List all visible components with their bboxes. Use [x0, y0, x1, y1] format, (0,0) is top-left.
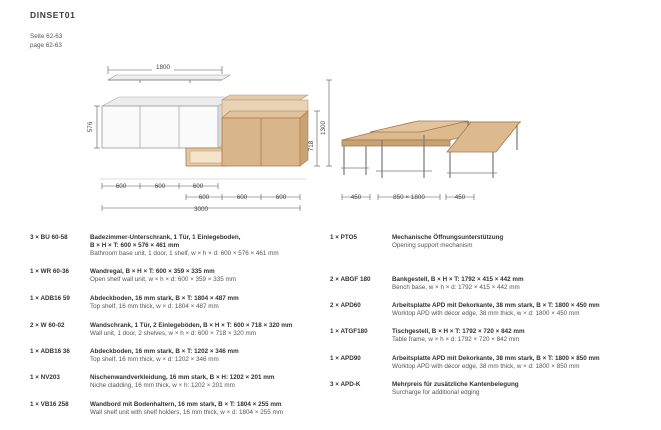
dim-table-span: 850 × 1800 [393, 194, 425, 201]
dim-bottom-1b: 600 [154, 183, 166, 190]
dim-bottom-2c: 600 [275, 194, 287, 201]
dim-height-table: 1300 [320, 120, 327, 136]
dim-bench-left: 450 [350, 194, 362, 201]
dim-bottom-2b: 600 [236, 194, 248, 201]
page-title: DINSET01 [30, 10, 76, 20]
wall-cabinets-drawing [102, 97, 235, 148]
dim-bottom-2a: 600 [198, 194, 210, 201]
dim-height-left: 576 [87, 121, 94, 133]
base-cabinets-drawing [222, 111, 308, 166]
dim-total-width: 3000 [193, 206, 209, 213]
dim-shelf-width: 1800 [155, 64, 171, 71]
page-reference-en: page 62-63 [30, 42, 62, 49]
dim-height-shelf: 718 [308, 140, 315, 152]
table-bench-drawing [341, 121, 521, 178]
page-reference-de: Seite 62-63 [30, 33, 63, 40]
dim-bench-right: 450 [454, 194, 466, 201]
wall-shelf-drawing [108, 75, 230, 83]
dim-bottom-1a: 600 [115, 183, 127, 190]
dim-bottom-1c: 600 [192, 183, 204, 190]
